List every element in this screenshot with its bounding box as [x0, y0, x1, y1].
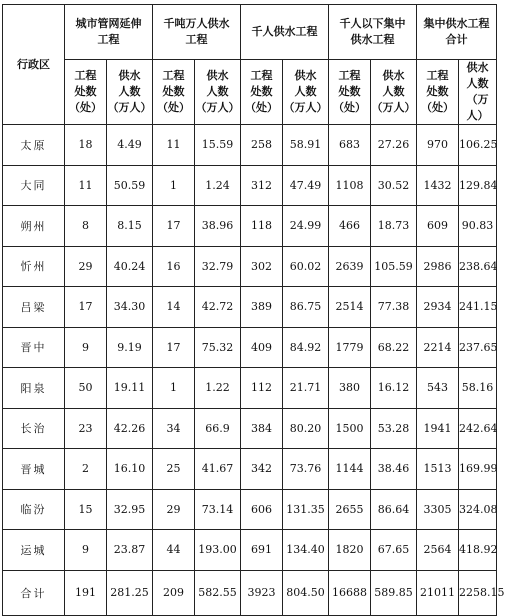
region-cell: 晋中 [3, 327, 65, 368]
value-cell: 589.85 [371, 570, 417, 615]
value-cell: 44 [153, 530, 195, 571]
value-cell: 1.22 [195, 368, 241, 409]
value-cell: 15 [65, 489, 107, 530]
value-cell: 27.26 [371, 125, 417, 166]
sub-header-count: 工程 处数 （处） [65, 60, 107, 125]
value-cell: 131.35 [283, 489, 329, 530]
value-cell: 11 [65, 165, 107, 206]
value-cell: 16688 [329, 570, 371, 615]
value-cell: 312 [241, 165, 283, 206]
value-cell: 4.49 [107, 125, 153, 166]
table-row [3, 206, 497, 247]
value-cell: 1.24 [195, 165, 241, 206]
value-cell: 281.25 [107, 570, 153, 615]
value-cell: 29 [153, 489, 195, 530]
sub-header-count: 工程 处数 （处） [417, 60, 459, 125]
value-cell: 60.02 [283, 246, 329, 287]
value-cell: 58.91 [283, 125, 329, 166]
table-row [3, 530, 497, 571]
value-cell: 2564 [417, 530, 459, 571]
value-cell: 67.65 [371, 530, 417, 571]
group-header: 千人以下集中 供水工程 [329, 5, 417, 60]
table-row [3, 327, 497, 368]
value-cell: 1941 [417, 408, 459, 449]
region-cell: 朔州 [3, 206, 65, 247]
value-cell: 34.30 [107, 287, 153, 328]
value-cell: 418.92 [459, 530, 497, 571]
value-cell: 609 [417, 206, 459, 247]
table-row [3, 165, 497, 206]
value-cell: 2 [65, 449, 107, 490]
value-cell: 23.87 [107, 530, 153, 571]
value-cell: 241.15 [459, 287, 497, 328]
value-cell: 191 [65, 570, 107, 615]
value-cell: 1108 [329, 165, 371, 206]
value-cell: 2214 [417, 327, 459, 368]
value-cell: 2514 [329, 287, 371, 328]
region-cell: 忻州 [3, 246, 65, 287]
value-cell: 18 [65, 125, 107, 166]
value-cell: 42.72 [195, 287, 241, 328]
value-cell: 112 [241, 368, 283, 409]
value-cell: 32.95 [107, 489, 153, 530]
table-row [3, 246, 497, 287]
value-cell: 118 [241, 206, 283, 247]
value-cell: 1513 [417, 449, 459, 490]
value-cell: 38.96 [195, 206, 241, 247]
value-cell: 21.71 [283, 368, 329, 409]
value-cell: 32.79 [195, 246, 241, 287]
sub-header-population: 供水 人数 （万人） [459, 60, 497, 125]
sub-header-count: 工程 处数 （处） [241, 60, 283, 125]
value-cell: 683 [329, 125, 371, 166]
table-body [3, 125, 505, 616]
region-cell: 晋城 [3, 449, 65, 490]
table-row [3, 489, 497, 530]
value-cell: 129.84 [459, 165, 497, 206]
value-cell: 302 [241, 246, 283, 287]
value-cell: 134.40 [283, 530, 329, 571]
value-cell: 90.83 [459, 206, 497, 247]
value-cell: 17 [153, 327, 195, 368]
value-cell: 1 [153, 165, 195, 206]
value-cell: 18.73 [371, 206, 417, 247]
value-cell: 238.64 [459, 246, 497, 287]
value-cell: 34 [153, 408, 195, 449]
value-cell: 409 [241, 327, 283, 368]
value-cell: 68.22 [371, 327, 417, 368]
table-row [3, 368, 497, 409]
table-row [3, 408, 497, 449]
region-cell: 运城 [3, 530, 65, 571]
region-cell: 吕梁 [3, 287, 65, 328]
table-row [3, 449, 497, 490]
region-cell: 大同 [3, 165, 65, 206]
value-cell: 16.12 [371, 368, 417, 409]
header-row-groups [3, 5, 497, 60]
value-cell: 9 [65, 530, 107, 571]
value-cell: 66.9 [195, 408, 241, 449]
value-cell: 8 [65, 206, 107, 247]
value-cell: 50.59 [107, 165, 153, 206]
value-cell: 14 [153, 287, 195, 328]
value-cell: 1779 [329, 327, 371, 368]
region-cell: 长治 [3, 408, 65, 449]
value-cell: 41.67 [195, 449, 241, 490]
value-cell: 543 [417, 368, 459, 409]
value-cell: 237.65 [459, 327, 497, 368]
region-cell: 合计 [3, 570, 65, 615]
value-cell: 970 [417, 125, 459, 166]
sub-header-population: 供水 人数 （万人） [283, 60, 329, 125]
value-cell: 2934 [417, 287, 459, 328]
value-cell: 2655 [329, 489, 371, 530]
value-cell: 29 [65, 246, 107, 287]
value-cell: 258 [241, 125, 283, 166]
table-row [3, 287, 497, 328]
value-cell: 38.46 [371, 449, 417, 490]
value-cell: 242.64 [459, 408, 497, 449]
value-cell: 30.52 [371, 165, 417, 206]
sub-header-population: 供水 人数 （万人） [195, 60, 241, 125]
value-cell: 86.64 [371, 489, 417, 530]
table-row [3, 570, 497, 615]
value-cell: 1144 [329, 449, 371, 490]
value-cell: 16.10 [107, 449, 153, 490]
value-cell: 24.99 [283, 206, 329, 247]
sub-header-population: 供水 人数 （万人） [107, 60, 153, 125]
value-cell: 2639 [329, 246, 371, 287]
value-cell: 380 [329, 368, 371, 409]
value-cell: 9.19 [107, 327, 153, 368]
value-cell: 209 [153, 570, 195, 615]
value-cell: 77.38 [371, 287, 417, 328]
value-cell: 1500 [329, 408, 371, 449]
value-cell: 16 [153, 246, 195, 287]
sub-header-population: 供水 人数 （万人） [371, 60, 417, 125]
value-cell: 86.75 [283, 287, 329, 328]
value-cell: 47.49 [283, 165, 329, 206]
value-cell: 324.08 [459, 489, 497, 530]
value-cell: 19.11 [107, 368, 153, 409]
value-cell: 389 [241, 287, 283, 328]
value-cell: 80.20 [283, 408, 329, 449]
group-header: 城市管网延伸 工程 [65, 5, 153, 60]
value-cell: 17 [153, 206, 195, 247]
value-cell: 3923 [241, 570, 283, 615]
value-cell: 75.32 [195, 327, 241, 368]
value-cell: 384 [241, 408, 283, 449]
value-cell: 2986 [417, 246, 459, 287]
table-row [3, 125, 497, 166]
region-cell: 太原 [3, 125, 65, 166]
group-header: 千人供水工程 [241, 5, 329, 60]
value-cell: 23 [65, 408, 107, 449]
value-cell: 342 [241, 449, 283, 490]
value-cell: 25 [153, 449, 195, 490]
value-cell: 58.16 [459, 368, 497, 409]
value-cell: 50 [65, 368, 107, 409]
group-header: 集中供水工程 合计 [417, 5, 497, 60]
sub-header-count: 工程 处数 （处） [329, 60, 371, 125]
value-cell: 169.99 [459, 449, 497, 490]
sub-header-count: 工程 处数 （处） [153, 60, 195, 125]
value-cell: 73.76 [283, 449, 329, 490]
value-cell: 8.15 [107, 206, 153, 247]
region-header: 行政区 [3, 5, 65, 125]
value-cell: 11 [153, 125, 195, 166]
water-supply-table [2, 4, 505, 616]
region-cell: 临汾 [3, 489, 65, 530]
value-cell: 105.59 [371, 246, 417, 287]
value-cell: 15.59 [195, 125, 241, 166]
value-cell: 1 [153, 368, 195, 409]
value-cell: 42.26 [107, 408, 153, 449]
value-cell: 2258.15 [459, 570, 497, 615]
value-cell: 691 [241, 530, 283, 571]
region-cell: 阳泉 [3, 368, 65, 409]
value-cell: 466 [329, 206, 371, 247]
value-cell: 21011 [417, 570, 459, 615]
value-cell: 17 [65, 287, 107, 328]
value-cell: 106.25 [459, 125, 497, 166]
value-cell: 3305 [417, 489, 459, 530]
value-cell: 9 [65, 327, 107, 368]
value-cell: 804.50 [283, 570, 329, 615]
value-cell: 606 [241, 489, 283, 530]
value-cell: 84.92 [283, 327, 329, 368]
value-cell: 1432 [417, 165, 459, 206]
value-cell: 1820 [329, 530, 371, 571]
value-cell: 53.28 [371, 408, 417, 449]
group-header: 千吨万人供水 工程 [153, 5, 241, 60]
value-cell: 73.14 [195, 489, 241, 530]
value-cell: 582.55 [195, 570, 241, 615]
value-cell: 193.00 [195, 530, 241, 571]
header-row-subs [3, 60, 497, 125]
value-cell: 40.24 [107, 246, 153, 287]
